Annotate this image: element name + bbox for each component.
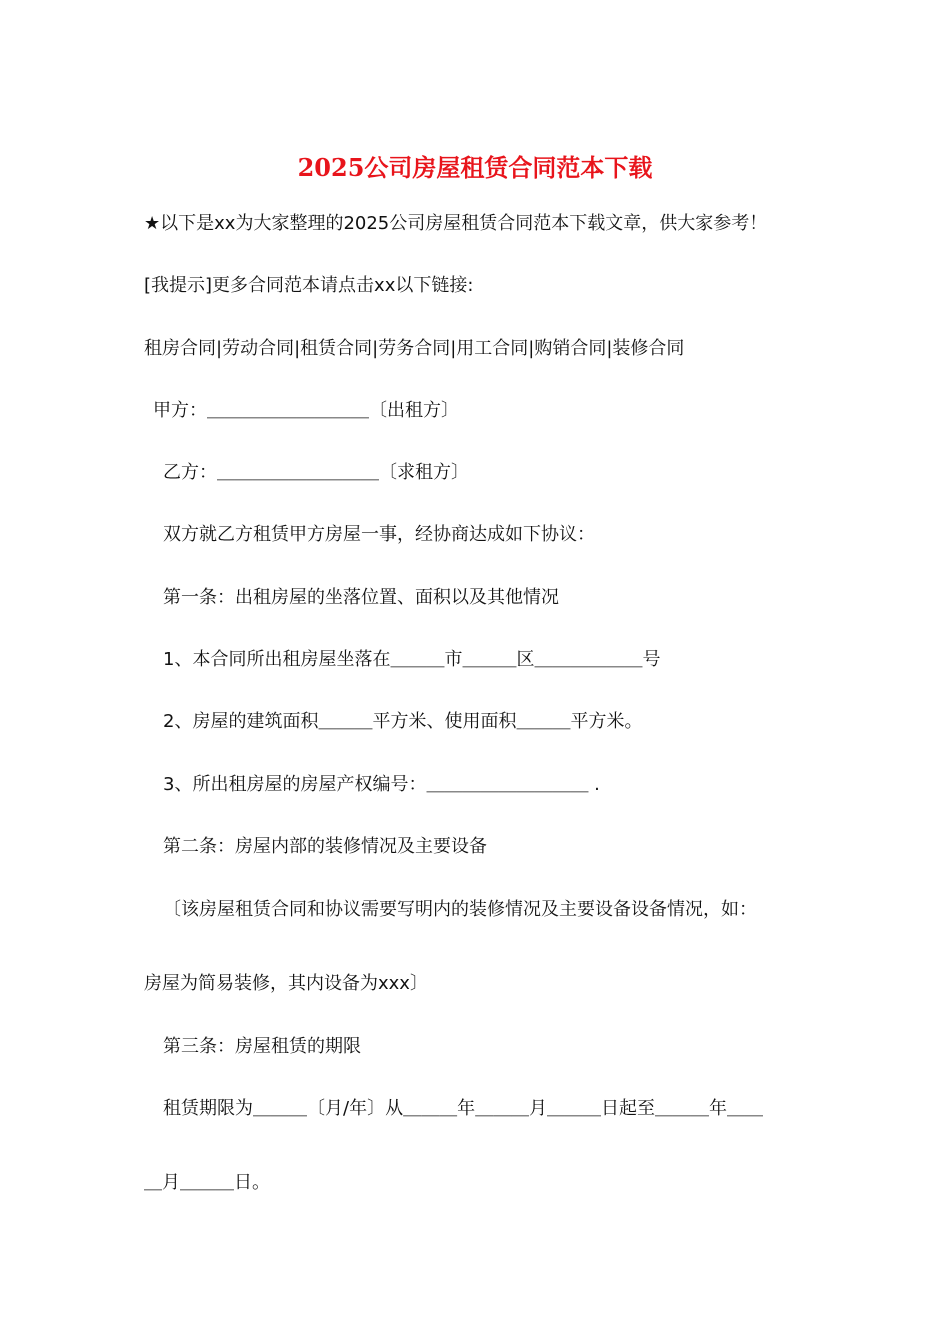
article-2-heading: 第二条：房屋内部的装修情况及主要设备 bbox=[163, 836, 487, 857]
article-1-heading: 第一条：出租房屋的坐落位置、面积以及其他情况 bbox=[163, 587, 559, 608]
document-title: 2025公司房屋租赁合同范本下载 bbox=[297, 153, 653, 182]
tip-paragraph: [我提示]更多合同范本请点击xx以下链接: bbox=[144, 275, 474, 296]
article-1-item-3: 3、所出租房屋的房屋产权编号：＿＿＿＿＿＿＿＿＿ . bbox=[163, 774, 600, 795]
article-1-item-2: 2、房屋的建筑面积＿＿＿平方米、使用面积＿＿＿平方米。 bbox=[163, 711, 643, 732]
party-b-line: 乙方：＿＿＿＿＿＿＿＿＿〔求租方〕 bbox=[163, 462, 469, 483]
party-a-line: 甲方：＿＿＿＿＿＿＿＿＿〔出租方〕 bbox=[153, 400, 459, 421]
article-1-item-1: 1、本合同所出租房屋坐落在＿＿＿市＿＿＿区＿＿＿＿＿＿号 bbox=[163, 649, 661, 670]
article-3-term-line-1: 租赁期限为＿＿＿〔月/年〕从＿＿＿年＿＿＿月＿＿＿日起至＿＿＿年＿＿ bbox=[163, 1098, 764, 1119]
article-2-note-line-1: 〔该房屋租赁合同和协议需要写明内的装修情况及主要设备设备情况，如： bbox=[163, 899, 757, 920]
contract-links: 租房合同|劳动合同|租赁合同|劳务合同|用工合同|购销合同|装修合同 bbox=[144, 338, 685, 359]
article-3-heading: 第三条：房屋租赁的期限 bbox=[163, 1036, 361, 1057]
article-2-note-line-2: 房屋为简易装修，其内设备为xxx〕 bbox=[144, 973, 428, 994]
agreement-paragraph: 双方就乙方租赁甲方房屋一事，经协商达成如下协议： bbox=[163, 524, 595, 545]
article-3-term-line-2: ＿月＿＿＿日。 bbox=[144, 1172, 270, 1193]
intro-paragraph: ★以下是xx为大家整理的2025公司房屋租赁合同范本下载文章，供大家参考！ bbox=[144, 213, 768, 234]
